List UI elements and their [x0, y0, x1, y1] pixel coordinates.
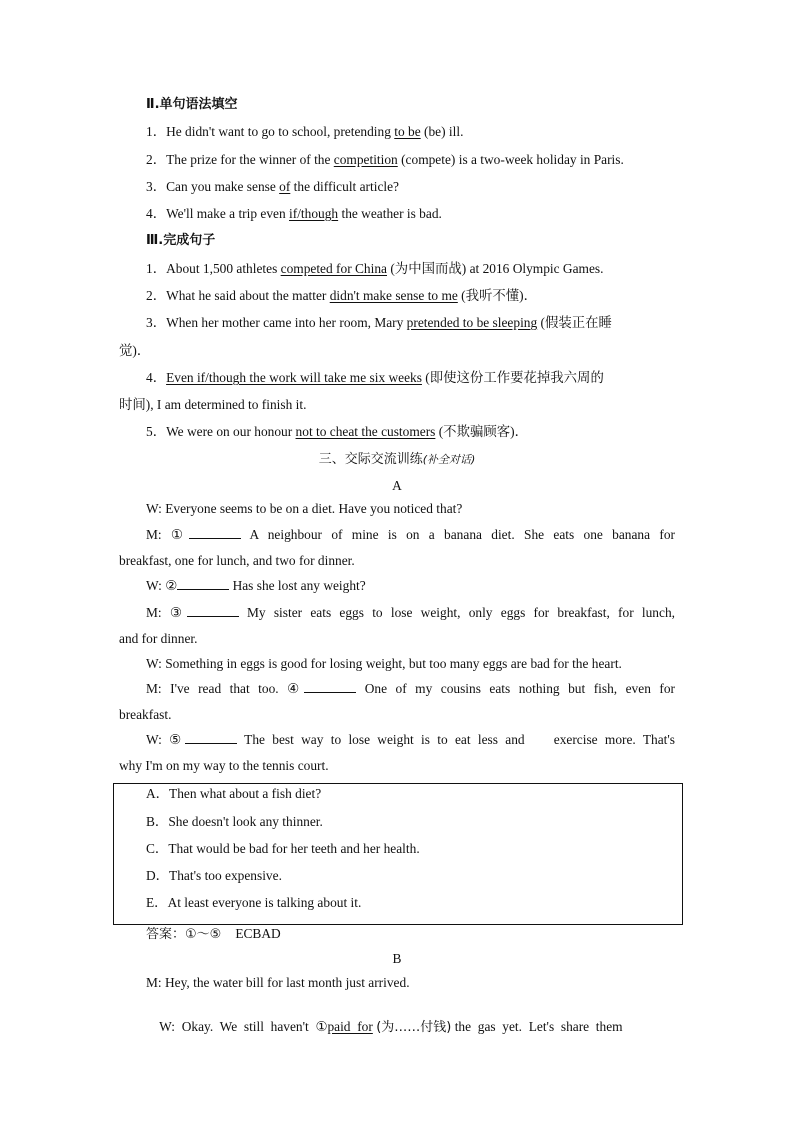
dialogue-speaker: M: I've read that too. ④: [146, 681, 305, 696]
item-answer: didn't make sense to me: [329, 288, 458, 303]
item-answer: Even if/though the work will take me six weeks: [166, 370, 422, 385]
item-text: (be) ill.: [420, 124, 464, 139]
sentence-item-3: [146, 314, 612, 332]
dialogue-text: A neighbour of mine is on a banana diet. She eats one banana for: [240, 527, 675, 542]
dialogue-text: Has she lost any weight?: [229, 578, 366, 593]
item-text: Can you make sense: [166, 179, 280, 194]
sentence-item-5: [146, 423, 528, 441]
answer-blank-3: [187, 604, 239, 617]
item-number: 4．: [146, 206, 167, 221]
option-c: C．That would be bad for her teeth and her health.: [146, 841, 420, 856]
item-number: 5．: [146, 424, 167, 439]
item-answer: if/though: [289, 206, 339, 221]
answer-blank-2: [177, 577, 229, 590]
dialogue-line: breakfast.: [119, 707, 172, 722]
item-answer: competition: [333, 152, 398, 167]
grammar-item-1: [146, 123, 463, 141]
item-text: We were on our honour: [166, 424, 296, 439]
dialogue-line: [119, 731, 675, 749]
item-text: (我听不懂)．: [457, 288, 538, 303]
answer-blank-4: [304, 680, 356, 693]
item-answer: pretended to be sleeping: [406, 315, 538, 330]
dialogue-text: W: Okay. We still haven't ①: [159, 1019, 328, 1034]
option-a: A．Then what about a fish diet?: [146, 786, 322, 801]
dialogue-text: the gas yet. Let's share them: [451, 1019, 623, 1034]
option-b: B．She doesn't look any thinner.: [146, 814, 323, 829]
answer-value: ECBAD: [235, 926, 281, 941]
dialogue-line: [119, 604, 675, 622]
item-number: 2．: [146, 288, 167, 303]
item-text: (为中国而战) at 2016 Olympic Games.: [387, 261, 604, 276]
item-text: About 1,500 athletes: [166, 261, 281, 276]
answer-blank-5: [185, 731, 237, 744]
dialogue-line: W: Everyone seems to be on a diet. Have you noticed that?: [146, 501, 463, 516]
dialogue-line: [119, 526, 675, 544]
item-text: (不欺骗顾客)．: [435, 424, 528, 439]
dialogue-speaker: M: ①: [146, 527, 189, 542]
sentence-item-2: [146, 287, 537, 305]
answer-label: 答案：①～⑤: [146, 927, 222, 942]
dialogue-section-title: [0, 450, 794, 469]
item-answer: not to cheat the customers: [295, 424, 436, 439]
dialogue-line: why I'm on my way to the tennis court.: [119, 758, 329, 773]
sentence-item-4: [146, 369, 604, 387]
section-title-text: 三、交际交流训练: [318, 452, 423, 467]
item-text: The prize for the winner of the: [166, 152, 334, 167]
item-number: 4．: [146, 370, 167, 385]
item-text: What he said about the matter: [166, 288, 330, 303]
sentence-item-4-continued: 时间), I am determined to finish it.: [119, 397, 307, 412]
dialogue-line: breakfast, one for lunch, and two for dinner.: [119, 553, 355, 568]
item-text: (即使这份工作要花掉我六周的: [421, 370, 604, 385]
item-number: 1．: [146, 124, 167, 139]
section-title-note: (补全对话): [422, 453, 476, 466]
item-text: (假装正在睡: [537, 315, 612, 330]
item-number: 3．: [146, 315, 167, 330]
section-3-heading: Ⅲ.完成句子: [146, 233, 216, 248]
option-d: D．That's too expensive.: [146, 868, 282, 883]
dialogue-line: [146, 577, 366, 595]
item-answer: paid for: [327, 1019, 373, 1034]
sentence-item-3-continued: 觉)．: [119, 343, 151, 358]
item-text: He didn't want to go to school, pretending: [166, 124, 395, 139]
option-e: E．At least everyone is talking about it.: [146, 895, 362, 910]
dialogue-speaker: M: ③: [146, 605, 187, 620]
grammar-item-2: [146, 151, 624, 169]
sentence-item-1: [146, 260, 603, 278]
item-text: the difficult article?: [290, 179, 400, 194]
grammar-item-3: [146, 178, 399, 196]
dialogue-line: [119, 680, 675, 698]
dialogue-line: [146, 1000, 623, 1055]
section-2-heading: Ⅱ.单句语法填空: [146, 97, 238, 112]
item-answer: to be: [394, 124, 421, 139]
chinese-hint: (为……付钱): [376, 1020, 452, 1035]
item-number: 1．: [146, 261, 167, 276]
item-number: 2．: [146, 152, 167, 167]
item-text: the weather is bad.: [338, 206, 442, 221]
dialogue-line: M: Hey, the water bill for last month just arrived.: [146, 975, 410, 990]
answer-blank-1: [189, 526, 241, 539]
dialogue-speaker: W: ②: [146, 578, 178, 593]
answer-line: [146, 925, 281, 944]
item-number: 3．: [146, 179, 167, 194]
item-text: (compete) is a two-week holiday in Paris.: [397, 152, 624, 167]
dialogue-line: and for dinner.: [119, 631, 198, 646]
dialogue-text: My sister eats eggs to lose weight, only eggs for breakfast, for lunch,: [238, 605, 675, 620]
item-answer: of: [279, 179, 291, 194]
part-b-label: B: [392, 951, 402, 966]
dialogue-line: W: Something in eggs is good for losing weight, but too many eggs are bad for the heart.: [146, 656, 622, 671]
grammar-item-4: [146, 205, 442, 223]
part-a-label: A: [392, 478, 402, 493]
item-answer: competed for China: [280, 261, 387, 276]
item-text: We'll make a trip even: [166, 206, 290, 221]
dialogue-text: The best way to lose weight is to eat less and exercise more. That's: [237, 732, 675, 747]
dialogue-speaker: W: ⑤: [146, 732, 186, 747]
dialogue-text: One of my cousins eats nothing but fish, even for: [356, 681, 675, 696]
item-text: When her mother came into her room, Mary: [166, 315, 407, 330]
